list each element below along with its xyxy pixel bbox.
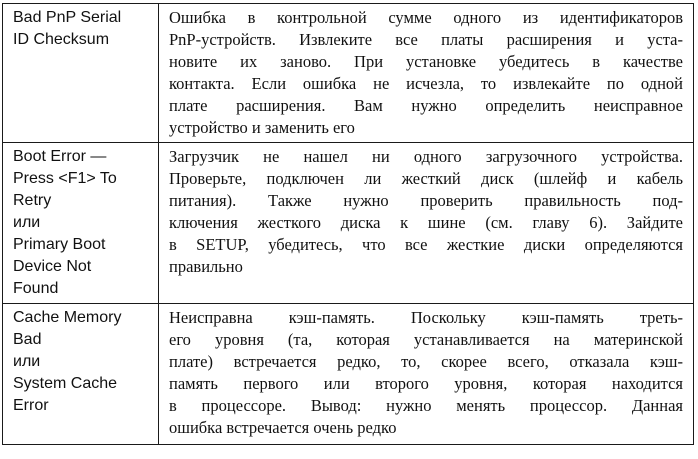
code-line: Boot Error — bbox=[13, 148, 107, 165]
error-description-cell bbox=[159, 143, 694, 304]
code-line: Bad bbox=[13, 331, 42, 348]
description-line: ошибка встречается очень редко bbox=[169, 418, 397, 437]
code-line: или bbox=[13, 353, 41, 370]
code-line: Bad PnP Serial bbox=[13, 9, 122, 26]
description-line: новите их заново. При установке убедитесь в качестве bbox=[169, 52, 683, 71]
description-line: PnP-устройств. Извлеките все платы расширения и уста- bbox=[169, 30, 683, 49]
description-line: Загрузчик не нашел ни одного загрузочного устройства. bbox=[169, 147, 683, 166]
error-code-cell bbox=[3, 304, 159, 445]
description-line: Неисправна кэш-память. Поскольку кэш-память треть- bbox=[169, 308, 683, 327]
code-line: или bbox=[13, 214, 41, 231]
code-line: Found bbox=[13, 280, 59, 297]
description-line: Ошибка в контрольной сумме одного из идентификаторов bbox=[169, 8, 683, 27]
code-line: Retry bbox=[13, 192, 52, 209]
description-line: ключения жесткого диска к шине (см. главу 6). Зайдите bbox=[169, 213, 683, 232]
description-line: плате) встречается редко, то, скорее всего, отказала кэш- bbox=[169, 352, 683, 371]
description-line: правильно bbox=[169, 257, 243, 276]
description-line: Проверьте, подключен ли жесткий диск (шлейф и кабель bbox=[169, 169, 683, 188]
error-code-cell bbox=[3, 4, 159, 143]
error-code-cell bbox=[3, 143, 159, 304]
description-line: плате расширения. Вам нужно определить неисправное bbox=[169, 96, 683, 115]
code-line: Cache Memory bbox=[13, 309, 122, 326]
code-line: Press <F1> To bbox=[13, 170, 117, 187]
table-row bbox=[3, 4, 694, 143]
description-line: устройство и заменить его bbox=[169, 118, 355, 137]
error-description-cell bbox=[159, 4, 694, 143]
table-row bbox=[3, 143, 694, 304]
description-line: контакта. Если ошибка не исчезла, то извлекайте по одной bbox=[169, 74, 683, 93]
code-line: Error bbox=[13, 397, 49, 414]
description-line: в процессоре. Вывод: нужно менять процессор. Данная bbox=[169, 396, 683, 415]
description-line: в SETUP, убедитесь, что все жесткие диски определяются bbox=[169, 235, 683, 254]
code-line: Device Not bbox=[13, 258, 92, 275]
table-row bbox=[3, 304, 694, 445]
description-line: память первого или второго уровня, которая находится bbox=[169, 374, 683, 393]
error-description-cell bbox=[159, 304, 694, 445]
description-line: питания). Также нужно проверить правильность под- bbox=[169, 191, 683, 210]
code-line: ID Checksum bbox=[13, 31, 110, 48]
code-line: Primary Boot bbox=[13, 236, 106, 253]
description-line: его уровня (та, которая устанавливается на материнской bbox=[169, 330, 683, 349]
code-line: System Cache bbox=[13, 375, 118, 392]
error-codes-table bbox=[2, 3, 694, 445]
